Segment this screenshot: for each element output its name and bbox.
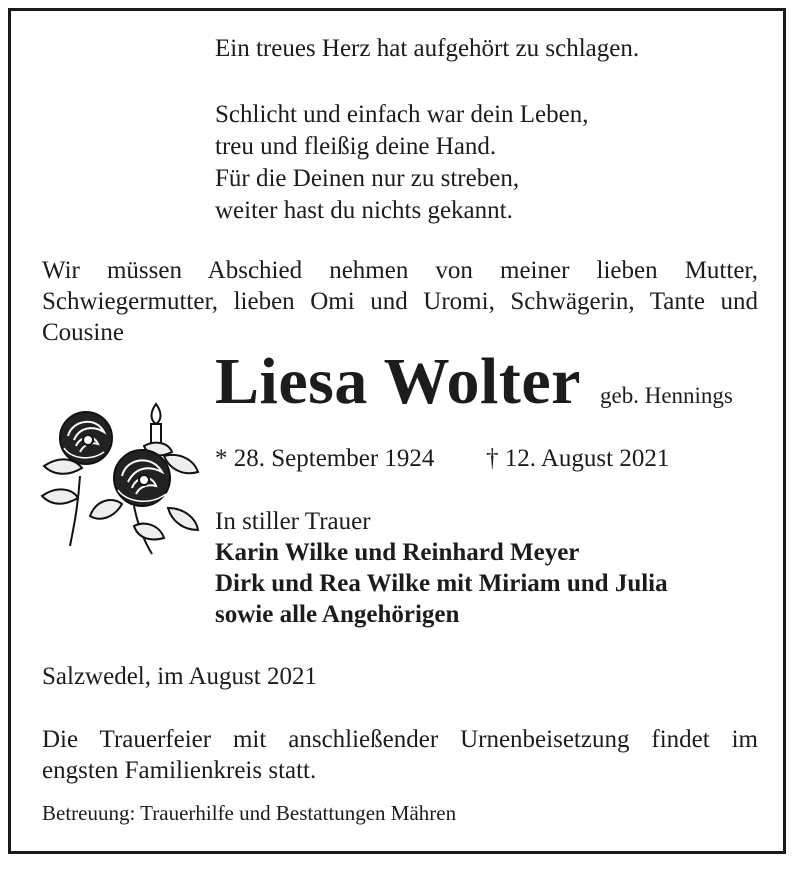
- poem-line-3: treu und fleißig deine Hand.: [215, 133, 497, 160]
- birth-name: geb. Hennings: [600, 383, 733, 408]
- intro-line-3: Cousine: [42, 319, 124, 346]
- intro-line-1: Wir müssen Abschied nehmen von meiner lieben Mutter,: [42, 257, 758, 284]
- mourners-line-2: Dirk und Rea Wilke mit Miriam und Julia: [215, 570, 668, 597]
- mourners-heading: In stiller Trauer: [215, 508, 371, 535]
- care-provider: Betreuung: Trauerhilfe und Bestattungen Mähren: [42, 801, 457, 825]
- mourners-line-1: Karin Wilke und Reinhard Meyer: [215, 539, 580, 566]
- funeral-line-1: Die Trauerfeier mit anschließender Urnenbeisetzung findet im: [42, 726, 758, 753]
- place-date: Salzwedel, im August 2021: [42, 663, 317, 690]
- poem-line-2: Schlicht und einfach war dein Leben,: [215, 101, 589, 128]
- deceased-name: Liesa Wolter: [215, 345, 581, 418]
- birth-date: * 28. September 1924: [215, 445, 435, 472]
- poem-line-1: Ein treues Herz hat aufgehört zu schlagen.: [215, 35, 640, 62]
- intro-line-2: Schwiegermutter, lieben Omi und Uromi, Schwägerin, Tante und: [42, 288, 758, 315]
- mourners-line-3: sowie alle Angehörigen: [215, 601, 460, 628]
- poem-line-5: weiter hast du nichts gekannt.: [215, 197, 513, 224]
- death-date: † 12. August 2021: [486, 445, 670, 472]
- funeral-line-2: engsten Familienkreis statt.: [42, 757, 317, 784]
- roses-with-candle-icon: [34, 396, 202, 556]
- poem-line-4: Für die Deinen nur zu streben,: [215, 165, 520, 192]
